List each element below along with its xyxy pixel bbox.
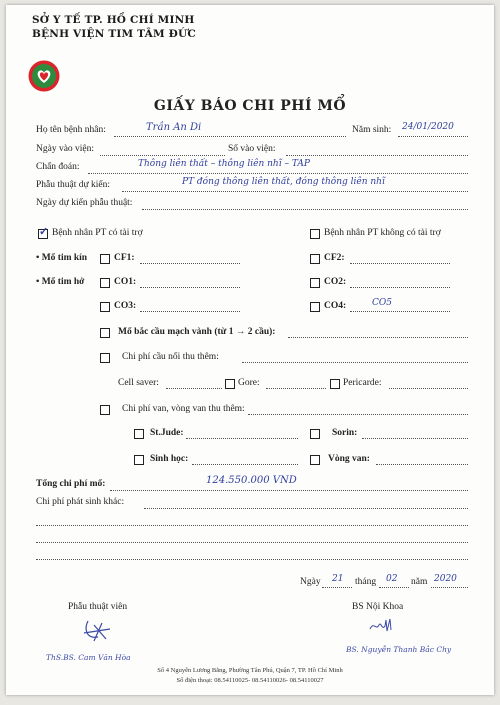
cabg-checkbox[interactable]: [100, 328, 110, 338]
sorin-checkbox[interactable]: [310, 429, 320, 439]
page-title: GIẤY BÁO CHI PHÍ MỔ: [153, 98, 347, 114]
patient-name-label: Họ tên bệnh nhân:: [36, 125, 106, 135]
valve-ring-label: Vòng van:: [328, 454, 370, 464]
co3-label: CO3:: [114, 301, 137, 311]
surgeon-signature-icon: [80, 617, 120, 647]
sponsored-label: Bệnh nhân PT có tài trợ: [52, 228, 143, 238]
not-sponsored-checkbox[interactable]: [310, 229, 320, 239]
internist-name: BS. Nguyễn Thanh Bắc Chy: [346, 645, 452, 654]
internist-title: BS Nội Khoa: [352, 602, 404, 612]
co4-value[interactable]: CO5: [372, 298, 392, 308]
total-cost-label: Tổng chi phí mổ:: [36, 479, 106, 489]
patient-name-value[interactable]: Trần An Di: [146, 122, 202, 133]
co2-label: CO2:: [324, 277, 347, 287]
valve-checkbox[interactable]: [100, 405, 110, 415]
co4-checkbox[interactable]: [310, 302, 320, 312]
birth-year-label: Năm sinh:: [352, 125, 392, 135]
file-number-label: Số vào viện:: [228, 144, 276, 154]
footer-address: Số 4 Nguyễn Lương Bằng, Phường Tân Phú, Quận 7, TP. Hồ Chí Minh: [157, 667, 343, 674]
closed-heart-label: • Mổ tim kín: [36, 253, 88, 263]
date-year[interactable]: 2020: [434, 574, 457, 584]
cf2-label: CF2:: [324, 253, 345, 263]
sorin-label: Sorin:: [332, 428, 358, 438]
biological-checkbox[interactable]: [134, 455, 144, 465]
co1-checkbox[interactable]: [100, 278, 110, 288]
checkmark-icon: ✓: [39, 225, 49, 238]
bridge-label: Chi phí cầu nối thu thêm:: [122, 352, 219, 362]
surgeon-title: Phẫu thuật viên: [68, 602, 128, 612]
gore-checkbox[interactable]: [225, 379, 235, 389]
pericarde-label: Pericarde:: [343, 378, 382, 388]
planned-date-label: Ngày dự kiến phẫu thuật:: [36, 198, 133, 208]
admit-date-label: Ngày vào viện:: [36, 144, 95, 154]
year-label: năm: [411, 577, 428, 587]
hospital-name: BỆNH VIỆN TIM TÂM ĐỨC: [32, 28, 196, 40]
cf1-label: CF1:: [114, 253, 135, 263]
hospital-logo-icon: [27, 59, 61, 93]
cf1-checkbox[interactable]: [100, 254, 110, 264]
co1-label: CO1:: [114, 277, 137, 287]
planned-surgery-label: Phẫu thuật dự kiến:: [36, 180, 111, 190]
cf2-checkbox[interactable]: [310, 254, 320, 264]
stjude-checkbox[interactable]: [134, 429, 144, 439]
stjude-label: St.Jude:: [150, 428, 184, 438]
ministry-header: SỞ Y TẾ TP. HỒ CHÍ MINH: [32, 14, 195, 26]
open-heart-label: • Mổ tim hở: [36, 277, 85, 287]
bridge-checkbox[interactable]: [100, 353, 110, 363]
date-month[interactable]: 02: [386, 574, 398, 584]
date-day[interactable]: 21: [332, 574, 344, 584]
valve-label: Chi phí van, vòng van thu thêm:: [122, 404, 245, 414]
co2-checkbox[interactable]: [310, 278, 320, 288]
footer-phone: Số điện thoại: 08.54110025- 08.54110026- 08.54110027: [176, 677, 324, 684]
pericarde-checkbox[interactable]: [330, 379, 340, 389]
internist-signature-icon: [368, 617, 398, 635]
not-sponsored-label: Bệnh nhân PT không có tài trợ: [324, 228, 441, 238]
co3-checkbox[interactable]: [100, 302, 110, 312]
extra-cost-label: Chi phí phát sinh khác:: [36, 497, 125, 507]
date-prefix: Ngày: [300, 577, 321, 587]
birth-year-value[interactable]: 24/01/2020: [402, 122, 454, 132]
total-cost-value[interactable]: 124.550.000 VND: [206, 475, 297, 486]
surgeon-name: ThS.BS. Cam Văn Hòa: [46, 653, 131, 662]
document-page: [6, 5, 494, 695]
diagnosis-label: Chẩn đoán:: [36, 162, 80, 172]
gore-label: Gore:: [238, 378, 260, 388]
co4-label: CO4:: [324, 301, 347, 311]
month-label: tháng: [355, 577, 377, 587]
biological-label: Sinh học:: [150, 454, 189, 464]
cell-saver-label: Cell saver:: [118, 378, 159, 388]
diagnosis-value[interactable]: Thông liên thất – thông liên nhĩ – TAP: [138, 159, 310, 169]
valve-ring-checkbox[interactable]: [310, 455, 320, 465]
cabg-label: Mổ bắc cầu mạch vành (từ 1 → 2 cầu):: [118, 327, 276, 337]
planned-surgery-value[interactable]: PT đóng thông liên thất, đóng thông liên nhĩ: [182, 177, 385, 187]
